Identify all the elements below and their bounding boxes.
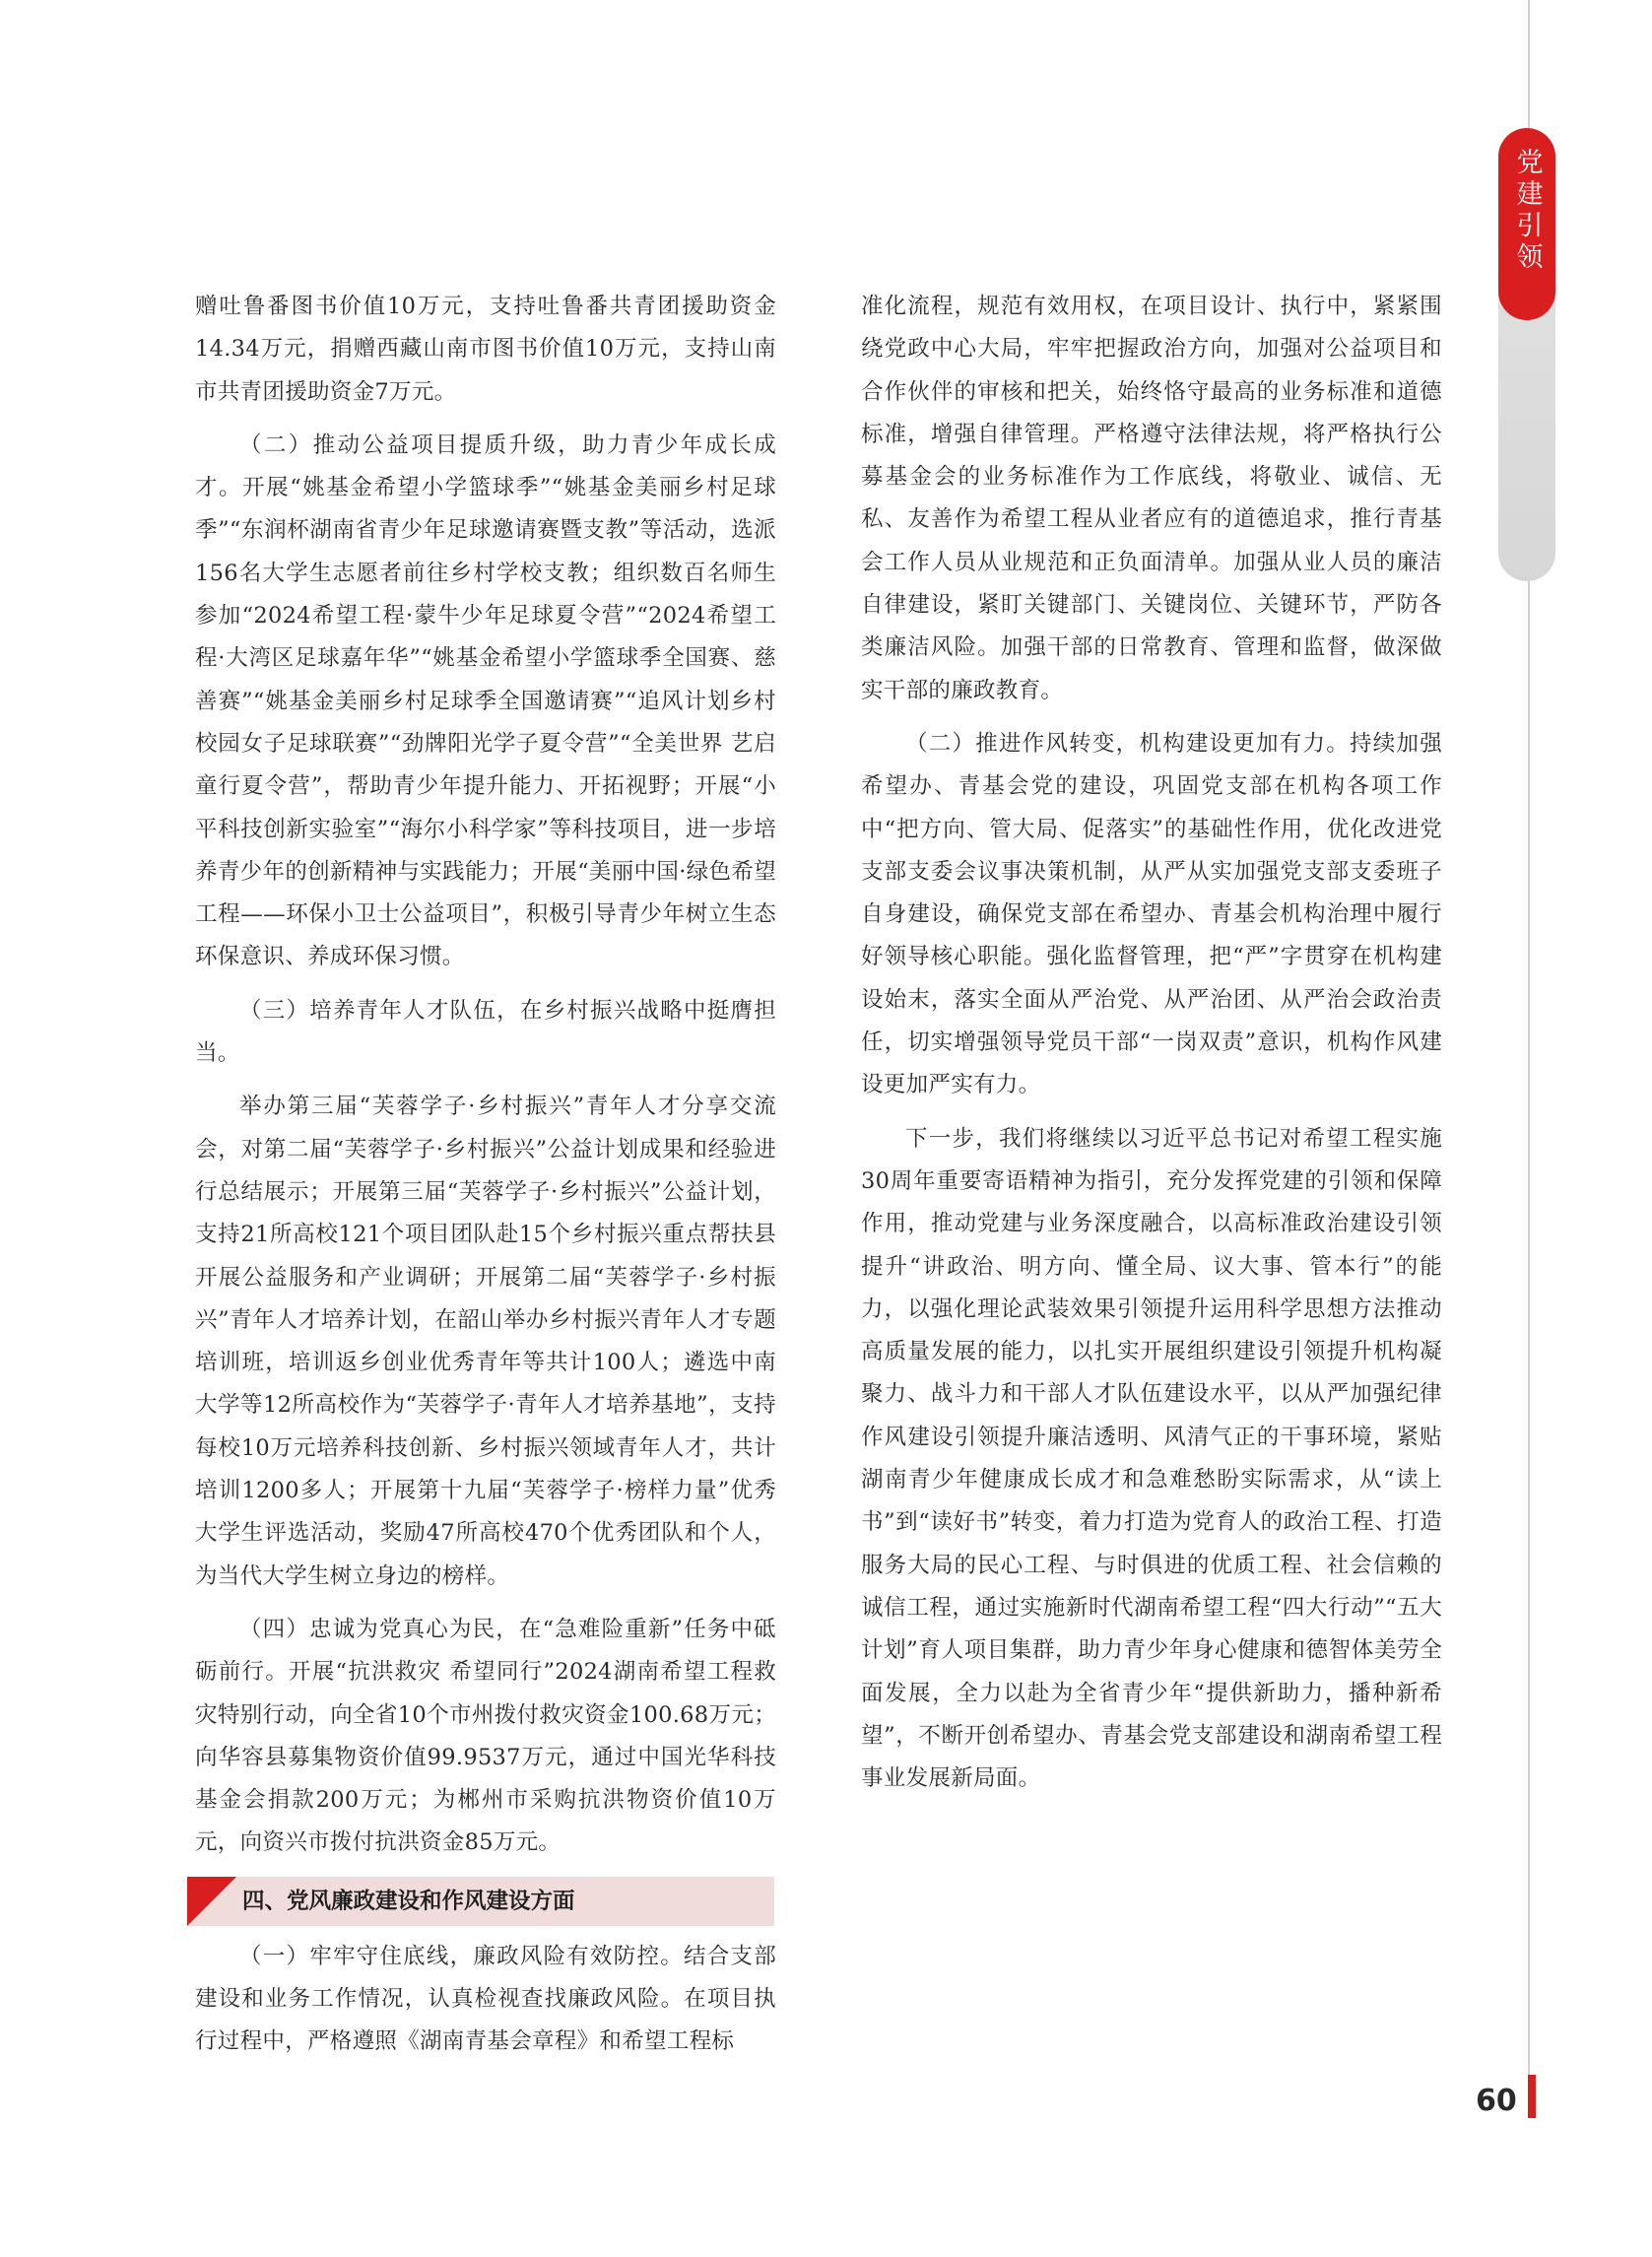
paragraph: 准化流程，规范有效用权，在项目设计、执行中，紧紧围绕党政中心大局，牢牢把握政治方向，加强对公益项目和合作伙伴的审核和把关，始终恪守最高的业务标准和道德标准，增强自律管理。严格遵守法律法规，将严格执行公募基金会的业务标准作为工作底线，将敬业、诚信、无私、友善作为希望工程从业者应有的道德追求，推行青基会工作人员从业规范和正负面清单。加强从业人员的廉洁自律建设，紧盯关键部门、关键岗位、关键环节，严防各类廉洁风险。加强干部的日常教育、管理和监督，做深做实干部的廉政教育。 <box>861 294 1442 703</box>
paragraph: （二）推动公益项目提质升级，助力青少年成长成才。开展“姚基金希望小学篮球季”“姚基金美丽乡村足球季”“东润杯湖南省青少年足球邀请赛暨支教”等活动，选派156名大学生志愿者前往乡村学校支教；组织数百名师生参加“2024希望工程·蒙牛少年足球夏令营”“2024希望工程·大湾区足球嘉年华”“姚基金希望小学篮球季全国赛、慈善赛”“姚基金美丽乡村足球季全国邀请赛”“追风计划乡村校园女子足球联赛”“劲牌阳光学子夏令营”“全美世界 艺启童行夏令营”，帮助青少年提升能力、开拓视野；开展“小平科技创新实验室”“海尔小科学家”等科技项目，进一步培养青少年的创新精神与实践能力；开展“美丽中国·绿色希望工程——环保小卫士公益项目”，积极引导青少年树立生态环保意识、养成环保习惯。 <box>195 431 776 970</box>
paragraph: 举办第三届“芙蓉学子·乡村振兴”青年人才分享交流会，对第二届“芙蓉学子·乡村振兴”公益计划成果和经验进行总结展示；开展第三届“芙蓉学子·乡村振兴”公益计划，支持21所高校121个项目团队赴15个乡村振兴重点帮扶县开展公益服务和产业调研；开展第二届“芙蓉学子·乡村振兴”青年人才培养计划，在韶山举办乡村振兴青年人才专题培训班，培训返乡创业优秀青年等共计100人；遴选中南大学等12所高校作为“芙蓉学子·青年人才培养基地”，支持每校10万元培养科技创新、乡村振兴领域青年人才，共计培训1200多人；开展第十九届“芙蓉学子·榜样力量”优秀大学生评选活动，奖励47所高校470个优秀团队和个人，为当代大学生树立身边的榜样。 <box>195 1094 776 1589</box>
section-tab-highlight <box>1498 128 1555 320</box>
heading-triangle-marker <box>187 1877 236 1926</box>
paragraph: （一）牢牢守住底线，廉政风险有效防控。结合支部建设和业务工作情况，认真检视查找廉政风险。在项目执行过程中，严格遵照《湖南青基会章程》和希望工程标 <box>195 1943 776 2055</box>
section-tab <box>1498 128 1555 581</box>
section-heading-text: 四、党风廉政建设和作风建设方面 <box>242 1888 575 1914</box>
paragraph: （四）忠诚为党真心为民，在“急难险重新”任务中砥砺前行。开展“抗洪救灾 希望同行”2024湖南希望工程救灾特别行动，向全省10个市州拨付救灾资金100.68万元；向华容县募集物资价值99.9537万元，通过中国光华科技基金会捐款200万元；为郴州市采购抗洪物资价值10万元，向资兴市拨付抗洪资金85万元。 <box>195 1616 776 1856</box>
page-number-bar <box>1528 2075 1536 2118</box>
left-column <box>195 286 776 2064</box>
paragraph: （三）培养青年人才队伍，在乡村振兴战略中挺膺担当。 <box>195 997 776 1067</box>
section-heading <box>187 1877 774 1926</box>
paragraph: 赠吐鲁番图书价值10万元，支持吐鲁番共青团援助资金14.34万元，捐赠西藏山南市图书价值10万元，支持山南市共青团援助资金7万元。 <box>195 294 776 405</box>
right-column <box>861 286 1442 1800</box>
section-tab-label: 党建引领 <box>1511 148 1543 274</box>
paragraph: 下一步，我们将继续以习近平总书记对希望工程实施30周年重要寄语精神为指引，充分发挥党建的引领和保障作用，推动党建与业务深度融合，以高标准政治建设引领提升“讲政治、明方向、懂全局、议大事、管本行”的能力，以强化理论武装效果引领提升运用科学思想方法推动高质量发展的能力，以扎实开展组织建设引领提升机构凝聚力、战斗力和干部人才队伍建设水平，以从严加强纪律作风建设引领提升廉洁透明、风清气正的干事环境，紧贴湖南青少年健康成长成才和急难愁盼实际需求，从“读上书”到“读好书”转变，着力打造为党育人的政治工程、打造服务大局的民心工程、与时俱进的优质工程、社会信赖的诚信工程，通过实施新时代湖南希望工程“四大行动”“五大计划”育人项目集群，助力青少年身心健康和德智体美劳全面发展，全力以赴为全省青少年“提供新助力，播种新希望”，不断开创希望办、青基会党支部建设和湖南希望工程事业发展新局面。 <box>861 1125 1442 1792</box>
page-number: 09 <box>1476 2081 1517 2115</box>
paragraph: （二）推进作风转变，机构建设更加有力。持续加强希望办、青基会党的建设，巩固党支部在机构各项工作中“把方向、管大局、促落实”的基础性作用，优化改进党支部支委会议事决策机制，从严从实加强党支部支委班子自身建设，确保党支部在希望办、青基会机构治理中履行好领导核心职能。强化监督管理，把“严”字贯穿在机构建设始末，落实全面从严治党、从严治团、从严治会政治责任，切实增强领导党员干部“一岗双责”意识，机构作风建设更加严实有力。 <box>861 730 1442 1098</box>
